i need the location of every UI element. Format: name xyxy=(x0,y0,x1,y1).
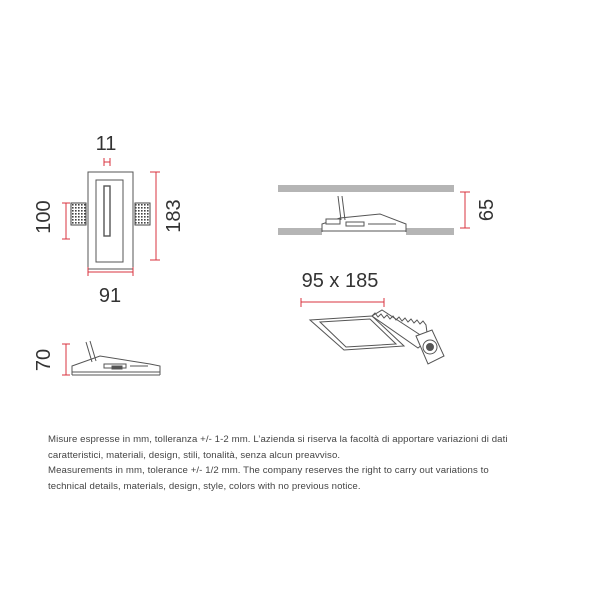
side-view xyxy=(72,341,160,375)
dim-outer-height: 183 xyxy=(163,199,185,233)
ceiling-view xyxy=(278,185,454,235)
notes-block xyxy=(48,432,568,494)
side-view-dimension xyxy=(62,344,70,375)
ceiling-depth-dimension xyxy=(460,192,470,228)
saw-icon xyxy=(372,310,444,364)
dim-inner-height: 100 xyxy=(33,200,55,234)
ceiling-bottom-panel-right xyxy=(406,228,454,235)
dim-outer-width: 91 xyxy=(98,285,122,307)
left-spring-clip xyxy=(71,203,86,225)
italian-note-line1: Misure espresse in mm, tolleranza +/- 1-2 mm. L’azienda si riserva la facoltà di apportare variazioni di dati xyxy=(48,434,508,445)
dim-cutout: 95 x 185 xyxy=(301,270,379,292)
ceiling-top-panel xyxy=(278,185,454,192)
light-slot xyxy=(104,186,110,236)
cutout-view xyxy=(310,310,444,364)
ceiling-bottom-panel-left xyxy=(278,228,322,235)
front-view xyxy=(71,172,150,269)
cutout-dimension xyxy=(301,298,384,307)
english-note-line1: Measurements in mm, tolerance +/- 1/2 mm. The company reserves the right to carry out variations to xyxy=(48,465,489,476)
italian-note-line2: caratteristici, materiali, design, stili, tonalità, senza alcun preavviso. xyxy=(48,449,341,461)
dim-slot-width: 11 xyxy=(95,133,117,155)
dim-ceiling-depth: 65 xyxy=(476,198,498,222)
right-spring-clip xyxy=(135,203,150,225)
dim-side-height: 70 xyxy=(33,348,55,372)
english-note-line2: technical details, materials, design, style, colors with no previous notice. xyxy=(48,480,361,492)
